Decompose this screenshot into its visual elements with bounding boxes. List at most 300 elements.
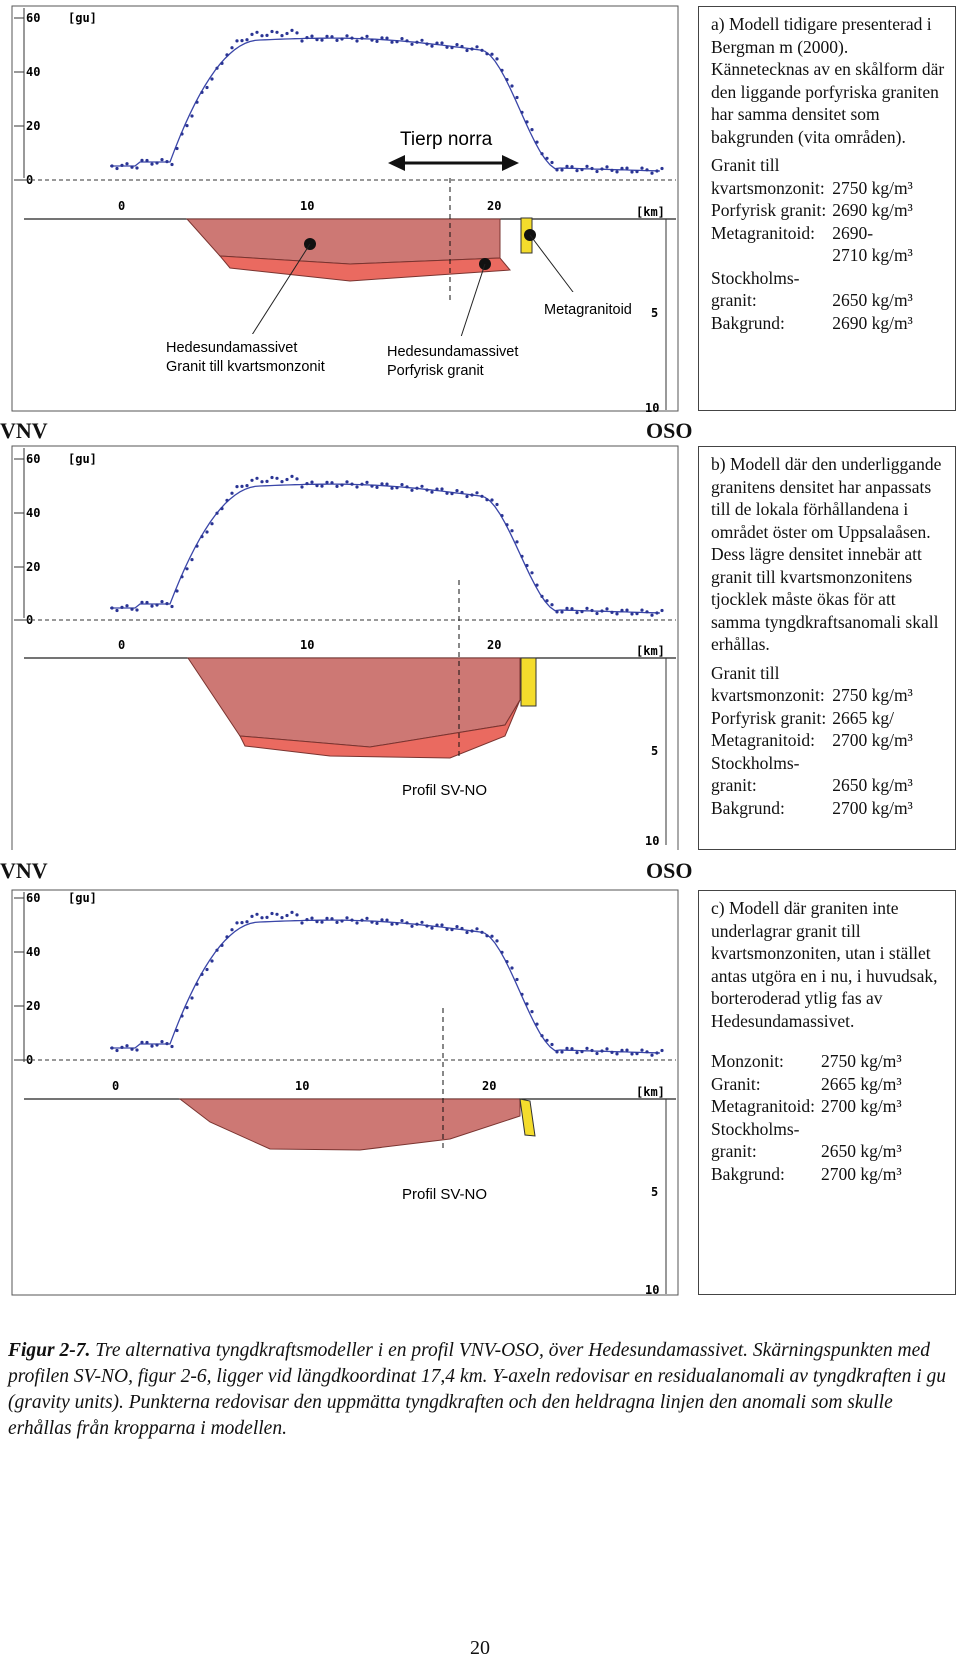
- measured-point: [255, 477, 258, 480]
- depth-tick-5: 5: [651, 744, 659, 758]
- measured-point: [285, 478, 288, 481]
- measured-point: [350, 919, 353, 922]
- measured-point: [150, 163, 153, 166]
- measured-point: [405, 921, 408, 924]
- measured-point: [625, 1049, 628, 1052]
- measured-point: [210, 522, 213, 525]
- measured-point: [560, 610, 563, 613]
- measured-point: [590, 1049, 593, 1052]
- measured-point: [540, 152, 543, 155]
- measured-point: [130, 1048, 133, 1051]
- density-material: kvartsmonzonit:: [711, 177, 825, 198]
- figure-caption: [8, 1338, 953, 1442]
- measured-point: [650, 614, 653, 617]
- measured-point: [180, 575, 183, 578]
- x-tick-10: 10: [300, 638, 315, 652]
- density-material: granit:: [711, 775, 757, 795]
- measured-point: [420, 921, 423, 924]
- gu-unit-label: [gu]: [68, 891, 97, 905]
- density-row: [711, 312, 913, 335]
- figure-label: Figur 2-7.: [8, 1340, 91, 1361]
- x-tick-20: 20: [487, 199, 502, 213]
- measured-point: [115, 609, 118, 612]
- measured-point: [640, 167, 643, 170]
- measured-point: [310, 35, 313, 38]
- measured-point: [125, 162, 128, 165]
- y-tick-60: 60: [26, 11, 41, 25]
- density-row: [711, 199, 913, 222]
- measured-point: [250, 33, 253, 36]
- measured-point: [260, 916, 263, 919]
- measured-point: [275, 913, 278, 916]
- measured-point: [385, 483, 388, 486]
- measured-point: [125, 604, 128, 607]
- measured-point: [620, 1049, 623, 1052]
- profile-sv-no-label: Profil SV-NO: [402, 1186, 488, 1203]
- measured-point: [445, 492, 448, 495]
- model-c-density-table: [711, 1050, 902, 1185]
- measured-point: [420, 39, 423, 42]
- measured-point: [210, 959, 213, 962]
- density-value: 2665 kg/m³: [821, 1073, 902, 1094]
- measured-point: [485, 498, 488, 501]
- measured-point: [330, 35, 333, 38]
- measured-point: [310, 917, 313, 920]
- measured-point: [535, 141, 538, 144]
- measured-point: [220, 507, 223, 510]
- measured-point: [440, 41, 443, 44]
- measured-point: [355, 39, 358, 42]
- measured-point: [635, 612, 638, 615]
- measured-point: [440, 923, 443, 926]
- measured-point: [615, 612, 618, 615]
- measured-point: [230, 46, 233, 49]
- measured-point: [545, 599, 548, 602]
- measured-point: [415, 487, 418, 490]
- measured-point: [480, 495, 483, 498]
- measured-point: [250, 915, 253, 918]
- density-row: [711, 774, 913, 797]
- measured-point: [405, 39, 408, 42]
- density-material: Stockholms-: [711, 267, 800, 288]
- measured-point: [195, 101, 198, 104]
- measured-point: [240, 39, 243, 42]
- measured-point: [520, 555, 523, 558]
- measured-point: [620, 609, 623, 612]
- measured-point: [335, 39, 338, 42]
- y-tick-40: 40: [26, 945, 41, 959]
- measured-point: [220, 944, 223, 947]
- measured-point: [305, 918, 308, 921]
- measured-point: [240, 921, 243, 924]
- density-row: [711, 797, 913, 820]
- measured-point: [155, 161, 158, 164]
- y-tick-20: 20: [26, 999, 41, 1013]
- measured-point: [115, 167, 118, 170]
- measured-point: [245, 920, 248, 923]
- measured-point: [360, 37, 363, 40]
- measured-point: [505, 523, 508, 526]
- page-number: 20: [470, 1637, 490, 1659]
- measured-point: [430, 45, 433, 48]
- density-row: [711, 244, 913, 267]
- density-value: 2650 kg/m³: [821, 1141, 902, 1161]
- gu-unit-label: [gu]: [68, 11, 97, 25]
- measured-point: [380, 36, 383, 39]
- measured-point: [315, 484, 318, 487]
- measured-point: [295, 31, 298, 34]
- measured-point: [145, 159, 148, 162]
- measured-point: [305, 482, 308, 485]
- measured-point: [515, 540, 518, 543]
- measured-point: [175, 589, 178, 592]
- measured-point: [400, 919, 403, 922]
- measured-point: [400, 37, 403, 40]
- measured-point: [165, 602, 168, 605]
- measured-point: [125, 1044, 128, 1047]
- measured-point: [245, 484, 248, 487]
- measured-point: [350, 483, 353, 486]
- depth-tick-5: 5: [651, 306, 659, 320]
- measured-point: [180, 1014, 183, 1017]
- y-tick-60: 60: [26, 452, 41, 466]
- measured-point: [470, 493, 473, 496]
- density-material: Granit till: [711, 155, 780, 175]
- density-value: 2700 kg/m³: [821, 1163, 902, 1184]
- measured-point: [580, 1050, 583, 1053]
- measured-point: [190, 114, 193, 117]
- measured-point: [300, 921, 303, 924]
- measured-point: [185, 124, 188, 127]
- density-material: Bakgrund:: [711, 1163, 785, 1184]
- measured-point: [135, 1048, 138, 1051]
- measured-point: [140, 1041, 143, 1044]
- measured-point: [430, 927, 433, 930]
- density-row: [711, 707, 913, 730]
- oso-label: OSO: [646, 418, 693, 443]
- measured-point: [135, 166, 138, 169]
- measured-point: [555, 1050, 558, 1053]
- measured-point: [290, 475, 293, 478]
- measured-point: [385, 37, 388, 40]
- density-value: 2750 kg/m³: [832, 177, 913, 198]
- measured-point: [215, 949, 218, 952]
- density-row: [711, 1118, 902, 1141]
- measured-point: [645, 610, 648, 613]
- density-value: [826, 662, 913, 685]
- measured-point: [320, 39, 323, 42]
- measured-point: [565, 1047, 568, 1050]
- model-a-density-table: [711, 154, 913, 334]
- measured-point: [430, 491, 433, 494]
- density-value: 2690-: [832, 222, 874, 243]
- measured-point: [410, 925, 413, 928]
- measured-point: [600, 609, 603, 612]
- density-material: Metagranitoid:: [711, 222, 816, 243]
- measured-point: [230, 492, 233, 495]
- density-row: [711, 1163, 902, 1186]
- measured-point: [580, 168, 583, 171]
- measured-point: [615, 1052, 618, 1055]
- depth-tick-5: 5: [651, 1185, 659, 1199]
- measured-point: [230, 928, 233, 931]
- measured-point: [455, 43, 458, 46]
- density-row: [711, 222, 913, 245]
- measured-point: [455, 925, 458, 928]
- measured-point: [270, 476, 273, 479]
- y-tick-0: 0: [26, 613, 34, 627]
- measured-point: [660, 609, 663, 612]
- measured-point: [275, 31, 278, 34]
- measured-point: [390, 41, 393, 44]
- measured-point: [150, 605, 153, 608]
- y-tick-40: 40: [26, 65, 41, 79]
- measured-point: [110, 1046, 113, 1049]
- measured-point: [285, 32, 288, 35]
- x-tick-20: 20: [487, 638, 502, 652]
- measured-point: [485, 52, 488, 55]
- measured-point: [265, 916, 268, 919]
- density-value: 2665 kg/: [832, 707, 894, 728]
- measured-point: [220, 62, 223, 65]
- density-row: [711, 267, 913, 290]
- measured-point: [320, 921, 323, 924]
- measured-point: [505, 960, 508, 963]
- y-tick-0: 0: [26, 1053, 34, 1067]
- measured-point: [235, 39, 238, 42]
- measured-point: [215, 67, 218, 70]
- measured-point: [170, 605, 173, 608]
- measured-point: [555, 610, 558, 613]
- km-unit-label: [km]: [636, 644, 665, 658]
- oso-label: OSO: [646, 858, 693, 883]
- measured-point: [570, 1047, 573, 1050]
- measured-point: [635, 1052, 638, 1055]
- density-value: 2750 kg/m³: [832, 685, 913, 705]
- measured-point: [660, 167, 663, 170]
- measured-point: [330, 481, 333, 484]
- measured-point: [395, 486, 398, 489]
- measured-point: [170, 163, 173, 166]
- measured-point: [130, 166, 133, 169]
- measured-point: [495, 503, 498, 506]
- model-a-description: a) Modell tidigare presenterad i Bergman m (2000). Kännetecknas av en skålform där den liggande porfyriska graniten har samma densitet som bakgrunden (vita områden).: [711, 14, 945, 147]
- measured-point: [345, 34, 348, 37]
- measured-point: [235, 485, 238, 488]
- y-tick-60: 60: [26, 891, 41, 905]
- measured-point: [425, 488, 428, 491]
- x-tick-20: 20: [482, 1079, 497, 1093]
- measured-point: [290, 29, 293, 32]
- measured-point: [315, 38, 318, 41]
- measured-point: [650, 1054, 653, 1057]
- measured-point: [120, 164, 123, 167]
- measured-point: [240, 485, 243, 488]
- hedesunda-label-2-line1: Hedesundamassivet: [387, 344, 519, 360]
- measured-point: [560, 168, 563, 171]
- depth-tick-10: 10: [645, 401, 660, 415]
- density-value: [826, 752, 913, 775]
- measured-point: [395, 922, 398, 925]
- measured-point: [500, 951, 503, 954]
- measured-point: [210, 77, 213, 80]
- measured-point: [550, 161, 553, 164]
- x-tick-0: 0: [112, 1079, 120, 1093]
- measured-point: [170, 1045, 173, 1048]
- measured-point: [280, 480, 283, 483]
- measured-point: [365, 917, 368, 920]
- measured-point: [110, 606, 113, 609]
- measured-point: [550, 1043, 553, 1046]
- density-value: 2700 kg/m³: [832, 730, 913, 750]
- measured-point: [325, 481, 328, 484]
- measured-point: [510, 966, 513, 969]
- gu-unit-label: [gu]: [68, 452, 97, 466]
- measured-point: [545, 157, 548, 160]
- density-row: [711, 662, 913, 685]
- measured-point: [265, 480, 268, 483]
- density-material: granit:: [711, 1141, 757, 1161]
- measured-point: [475, 45, 478, 48]
- measured-point: [565, 165, 568, 168]
- measured-point: [440, 487, 443, 490]
- measured-point: [535, 1023, 538, 1026]
- measured-point: [300, 485, 303, 488]
- measured-point: [500, 514, 503, 517]
- measured-point: [425, 924, 428, 927]
- measured-point: [325, 35, 328, 38]
- measured-point: [450, 928, 453, 931]
- measured-point: [640, 1049, 643, 1052]
- model-b-note: [698, 446, 956, 850]
- measured-point: [655, 611, 658, 614]
- measured-point: [455, 489, 458, 492]
- measured-point: [465, 931, 468, 934]
- density-material: Monzonit:: [711, 1051, 784, 1071]
- measured-point: [350, 37, 353, 40]
- measured-point: [325, 917, 328, 920]
- measured-point: [380, 918, 383, 921]
- y-tick-20: 20: [26, 119, 41, 133]
- measured-point: [355, 485, 358, 488]
- measured-point: [605, 1047, 608, 1050]
- measured-point: [255, 913, 258, 916]
- measured-point: [340, 37, 343, 40]
- measured-point: [300, 39, 303, 42]
- measured-point: [280, 34, 283, 37]
- measured-point: [435, 42, 438, 45]
- density-row: [711, 729, 913, 752]
- x-tick-0: 0: [118, 638, 126, 652]
- caption-text: Tre alternativa tyngdkraftsmodeller i en profil VNV-OSO, över Hedesundamassivet. Skärningspunkten med profilen SV-NO, figur 2-6, ligger vid längdkoordinat 17,4 km. Y-axeln redovisar en residualanomali av tyngdkraften i gu (gravity units). Punkterna redovisar den uppmätta tyngdkraften och den heldragna linjen den anomali som skulle erhållas från kropparna i modellen.: [8, 1340, 947, 1439]
- measured-point: [605, 165, 608, 168]
- density-row: [711, 1050, 902, 1073]
- km-unit-label: [km]: [636, 205, 665, 219]
- measured-point: [635, 170, 638, 173]
- measured-point: [200, 973, 203, 976]
- model-c-description: c) Modell där graniten inte underlagrar granit till kvartsmonzoniten, utan i stället antas utgöra en i nu, i huvudsak, borteroderad ytlig fas av Hedesundamassivet.: [711, 898, 938, 1031]
- measured-point: [370, 921, 373, 924]
- measured-point: [145, 1041, 148, 1044]
- density-row: [711, 177, 913, 200]
- measured-point: [650, 172, 653, 175]
- hedesunda-label-1-line1: Hedesundamassivet: [166, 340, 298, 356]
- measured-point: [420, 485, 423, 488]
- measured-point: [195, 545, 198, 548]
- measured-point: [390, 487, 393, 490]
- measured-point: [360, 919, 363, 922]
- measured-point: [565, 607, 568, 610]
- vnv-label: VNV: [0, 418, 48, 443]
- measured-point: [525, 120, 528, 123]
- measured-point: [520, 993, 523, 996]
- measured-point: [620, 167, 623, 170]
- density-value: [826, 267, 913, 290]
- density-value: 2650 kg/m³: [832, 290, 913, 310]
- measured-point: [550, 603, 553, 606]
- measured-point: [490, 498, 493, 501]
- measured-point: [460, 45, 463, 48]
- measured-point: [235, 921, 238, 924]
- density-value: 2650 kg/m³: [832, 775, 913, 795]
- measured-point: [370, 485, 373, 488]
- measured-point: [225, 935, 228, 938]
- measured-point: [610, 169, 613, 172]
- density-material: Metagranitoid:: [711, 1096, 816, 1116]
- measured-point: [625, 609, 628, 612]
- measured-point: [520, 111, 523, 114]
- density-row: [711, 684, 913, 707]
- measured-point: [255, 31, 258, 34]
- density-material: kvartsmonzonit:: [711, 685, 825, 705]
- density-row: [711, 752, 913, 775]
- measured-point: [365, 481, 368, 484]
- measured-point: [190, 558, 193, 561]
- measured-point: [615, 170, 618, 173]
- measured-point: [280, 916, 283, 919]
- measured-point: [195, 983, 198, 986]
- model-b-frame: [12, 446, 678, 850]
- measured-point: [530, 128, 533, 131]
- measured-point: [340, 919, 343, 922]
- density-value: [815, 1118, 902, 1141]
- measured-point: [530, 571, 533, 574]
- measured-point: [515, 978, 518, 981]
- measured-point: [445, 928, 448, 931]
- measured-point: [655, 1051, 658, 1054]
- measured-point: [265, 34, 268, 37]
- measured-point: [205, 86, 208, 89]
- measured-point: [645, 1050, 648, 1053]
- measured-point: [290, 911, 293, 914]
- measured-point: [390, 923, 393, 926]
- measured-point: [270, 30, 273, 33]
- measured-point: [460, 491, 463, 494]
- model-b-description: b) Modell där den underliggande granitens densitet har anpassats till de lokala förhållandena i området öster om Uppsalaåsen. Dess lägre densitet innebär att granit till kvartsmonzonitens tjocklek måste ökas för att samma tyngdkraftsanomali skall erhållas.: [711, 454, 942, 654]
- measured-point: [175, 147, 178, 150]
- hedesunda-label-1-line2: Granit till kvartsmonzonit: [166, 359, 325, 375]
- measured-point: [225, 53, 228, 56]
- measured-point: [450, 46, 453, 49]
- measured-point: [595, 612, 598, 615]
- density-value: [826, 154, 913, 177]
- measured-point: [160, 1040, 163, 1043]
- measured-point: [370, 39, 373, 42]
- measured-point: [630, 1052, 633, 1055]
- vnv-label: VNV: [0, 858, 48, 883]
- measured-point: [330, 917, 333, 920]
- measured-point: [260, 480, 263, 483]
